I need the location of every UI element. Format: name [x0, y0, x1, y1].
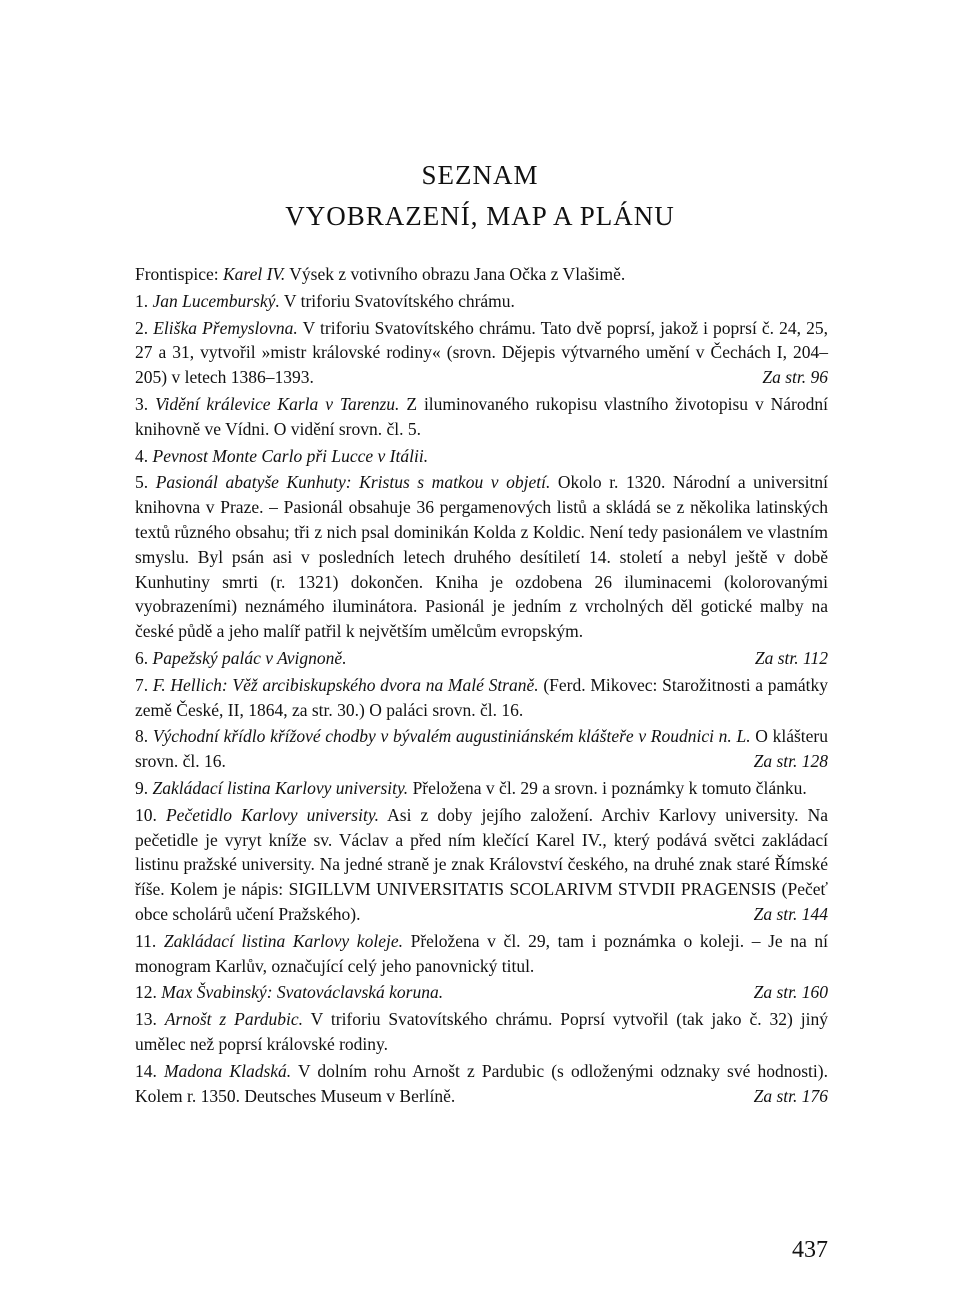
list-item: 4. Pevnost Monte Carlo při Lucce v Itálii. — [135, 445, 429, 466]
entry-title: Karel IV. — [222, 264, 286, 284]
entry-title: Eliška Přemyslovna. — [153, 317, 298, 338]
list-item: 13. Arnošt z Pardubic. V triforiu Svatovítského chrámu. Poprsí vytvořil (tak jako č. 32) jiný umělec než poprsí královské rodiny. — [135, 1009, 829, 1054]
list-item: 1. Jan Lucemburský. V triforiu Svatovítského chrámu. — [135, 290, 515, 311]
entry-title: Max Švabinský: Svatováclavská koruna. — [161, 982, 444, 1003]
list-item: 8. Východní křídlo křížové chodby v bývalém augustiniánském klášteře v Roudnici n. L. O klášteru srovn. čl. 16. Za str. 128 — [135, 724, 828, 774]
list-item: 11. Zakládací listina Karlovy koleje. Přeložena v čl. 29, tam i poznámka o koleji. – Je na ní monogram Karlův, označující celý jeho panovnický titul. — [135, 930, 829, 976]
entry-title: Pečetidlo Karlovy university. — [165, 804, 380, 825]
entry-title: Zakládací listina Karlovy university. — [152, 777, 409, 798]
title-line-2: VYOBRAZENÍ, MAP A PLÁNU — [285, 201, 675, 231]
entry-title: Pasionál abatyše Kunhuty: Kristus s matkou v objetí. — [155, 472, 551, 493]
plate-reference: Za str. 176 — [753, 1085, 828, 1106]
title-line-1: SEZNAM — [421, 160, 539, 190]
entry-title: Zakládací listina Karlovy koleje. — [163, 930, 403, 951]
entries-list — [135, 262, 828, 1110]
list-item: 10. Pečetidlo Karlovy university. Asi z doby jejího založení. Archiv Karlovy university. Na pečetidle je vyryt kníže sv. Václav a před ním klečící Karel IV., který podává světci zakládací listinu pražské university. Na jedné straně je znak Království českého, na druhé znak staré Římské říše. Kolem je nápis: SIGILLVM UNIVERSITATIS SCOLARIVM STVDII PRAGENSIS (Pečeť obce scholárů učení Pražského). Za str. 144 — [135, 803, 828, 927]
page-number: 437 — [792, 1237, 828, 1263]
plate-reference: Za str. 96 — [762, 367, 828, 388]
plate-reference: Za str. 160 — [753, 982, 828, 1003]
list-item: 12. Max Švabinský: Svatováclavská koruna. Za str. 160 — [135, 980, 828, 1005]
entry-title: Madona Kladská. — [163, 1060, 292, 1081]
plate-reference: Za str. 112 — [754, 647, 828, 668]
plate-reference: Za str. 128 — [753, 751, 828, 772]
list-item: 9. Zakládací listina Karlovy university. Přeložena v čl. 29 a srovn. i poznámky k tomuto článku. — [135, 777, 807, 798]
list-item: 14. Madona Kladská. V dolním rohu Arnošt z Pardubic (s odloženými odznaky své hodnosti). Kolem r. 1350. Deutsches Museum v Berlíně. Za str. 176 — [135, 1059, 828, 1109]
list-item: 3. Vidění králevice Karla v Tarenzu. Z iluminovaného rukopisu vlastního životopisu v Národní knihovně ve Vídni. O vidění srovn. čl. 5. — [135, 393, 828, 439]
list-item: Frontispice: Karel IV. Výsek z votivního obrazu Jana Očka z Vlašimě. — [135, 264, 626, 284]
entry-title: Pevnost Monte Carlo při Lucce v Itálii. — [152, 445, 429, 466]
list-item: 7. F. Hellich: Věž arcibiskupského dvora na Malé Straně. (Ferd. Mikovec: Starožitnosti a památky země České, II, 1864, za str. 30.) O paláci srovn. čl. 16. — [135, 674, 829, 720]
list-item: 6. Papežský palác v Avignoně. Za str. 112 — [135, 646, 828, 671]
entry-title: Papežský palác v Avignoně. — [152, 647, 347, 668]
entry-title: Jan Lucemburský. — [152, 290, 280, 311]
list-item: 2. Eliška Přemyslovna. V triforiu Svatovítského chrámu. Tato dvě poprsí, jakož i poprsí č. 24, 25, 27 a 31, vytvořil »mistr královské rodiny« (srovn. Dějepis výtvarného umění v Čechách I, 204–205) v letech 1386–1393. Za str. 96 — [135, 316, 828, 390]
entry-title: Arnošt z Pardubic. — [164, 1009, 304, 1030]
list-item: 5. Pasionál abatyše Kunhuty: Kristus s matkou v objetí. Okolo r. 1320. Národní a universitní knihovna v Praze. – Pasionál obsahuje 36 pergamenových listů a skládá se z několika latinských textů různého obsahu; tři z nich psal dominikán Kolda z Koldic. Není tedy pasionálem ve vlastním smyslu. Byl psán asi v posledních letech druhého desítiletí 14. století a nebyl ještě v době Kunhutiny smrti (r. 1321) dokončen. Kniha je ozdobena 26 iluminacemi (kolorovanými vyobrazeními) neznámého iluminátora. Pasionál je jedním z vrcholných děl gotické malby na české půdě a jeho malíř patřil k největším umělcům evropským. — [135, 472, 829, 642]
plate-reference: Za str. 144 — [753, 903, 828, 924]
entry-title: F. Hellich: Věž arcibiskupského dvora na Malé Straně. — [152, 674, 539, 695]
entry-title: Východní křídlo křížové chodby v bývalém augustiniánském klášteře v Roudnici n. L. — [152, 726, 751, 747]
entry-title: Vidění králevice Karla v Tarenzu. — [155, 393, 400, 414]
